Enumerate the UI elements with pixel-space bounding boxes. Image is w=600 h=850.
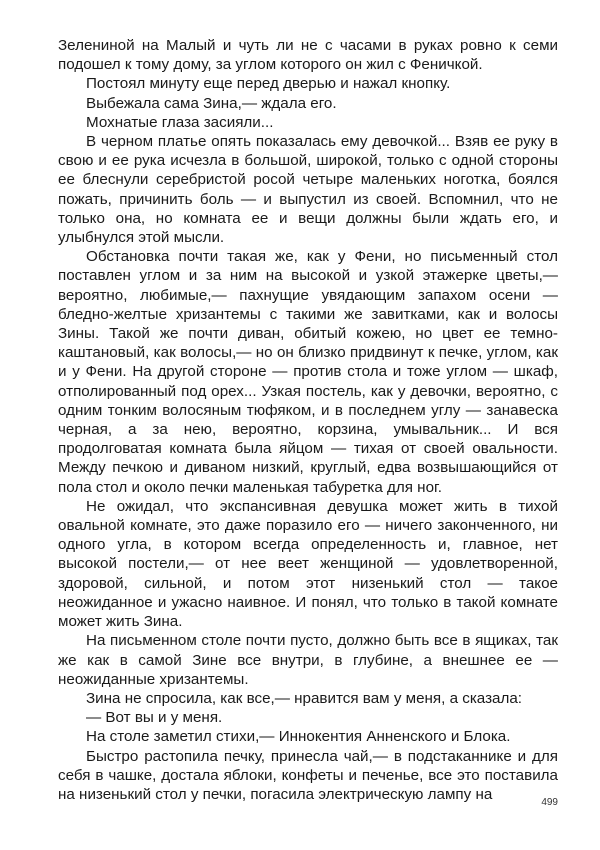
paragraph: — Вот вы и у меня. (86, 709, 223, 727)
paragraph: Обстановка почти такая же, как у Фени, но письменный стол поставлен углом и за ним на высокой и узкой этажерке цветы,— вероятно, любимые,— пахнущие увядающим запахом осени — бледно-желтые хризантемы с такими же завитками, как и волосы Зины. Такой же почти диван, обитый кожею, но цвет ее темно-каштановый, как волосы,— но он близко придвинут к печке, углом, как и у Фени. На другой стороне — против стола и тоже углом — шкаф, отполированный под орех... Узкая постель, как у девочки, вероятно, с одним тонким волосяным тюфяком, и в последнем углу — занавеска черная, а за нею, вероятно, корзина, умывальник... И вся продолговатая комната была яйцом — тихая от своей овальности. Между печкою и диваном низкий, круглый, едва возвышающийся от пола стол и около печки маленькая табуретка для ног. (58, 248, 558, 496)
page-number: 499 (541, 797, 558, 808)
paragraph: Зина не спросила, как все,— нравится вам у меня, а сказала: (86, 689, 523, 707)
paragraph: Не ожидал, что экспансивная девушка может жить в тихой овальной комнате, это даже поразило его — ничего законченного, ни одного угла, в котором всегда определенность и, главное, нет высокой постели,— от нее веет женщиной — удовлетворенной, здоровой, сильной, и потом этот низенький стол — такое неожиданное и ужасно наивное. И понял, что только в такой комнате может жить Зина. (58, 497, 558, 631)
paragraph: Постоял минуту еще перед дверью и нажал кнопку. (86, 75, 451, 93)
paragraph: В черном платье опять показалась ему девочкой... Взяв ее руку в свою и ее рука исчезла в большой, широкой, только с одной стороны ее блеснули серебристой росой четыре маленьких ноготка, боялся пожать, причинить боль — и выпустил из своей. Вспомнил, что не только она, но комната ее и вещи должны были ждать его, и улыбнулся этой мысли. (58, 133, 558, 247)
paragraph: Зелениной на Малый и чуть ли не с часами в руках ровно к семи подошел к тому дому, за углом которого он жил с Феничкой. (58, 37, 558, 74)
paragraph: Выбежала сама Зина,— ждала его. (86, 94, 337, 112)
paragraph: Мохнатые глаза засияли... (86, 113, 274, 131)
paragraph: На письменном столе почти пусто, должно быть все в ящиках, так же как в самой Зине все внутри, в глубине, а внешнее ее — неожиданные хризантемы. (58, 632, 558, 688)
paragraph: На столе заметил стихи,— Иннокентия Анненского и Блока. (86, 728, 511, 746)
paragraph: Быстро растопила печку, принесла чай,— в подстаканнике и для себя в чашке, достала яблоки, конфеты и печенье, все это поставила на низенький стол у печки, погасила электрическую лампу на (58, 747, 558, 803)
page-body (58, 36, 558, 804)
